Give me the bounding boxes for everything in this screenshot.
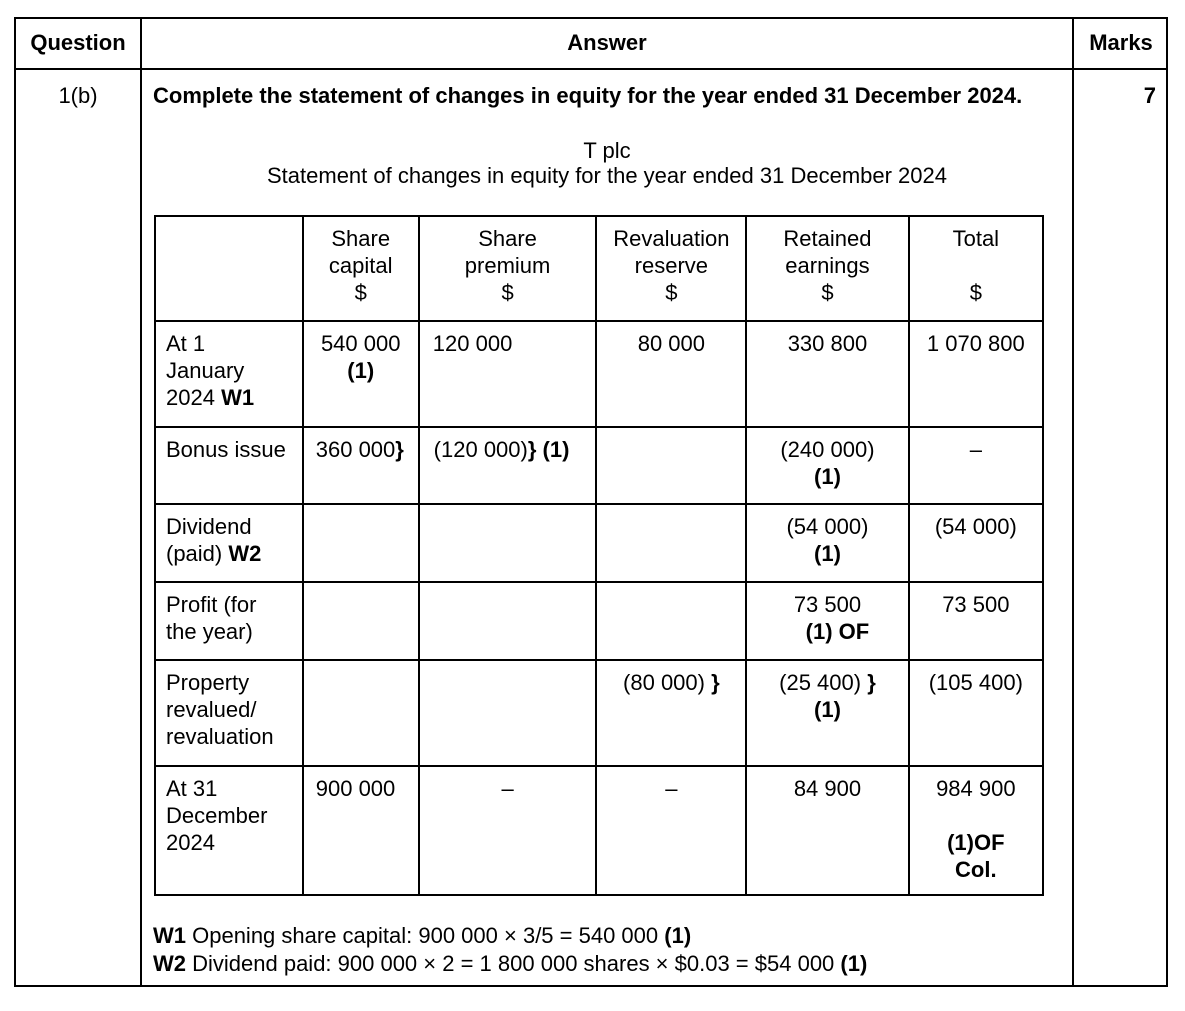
cell-value: –: [501, 776, 514, 801]
cell-dividend-total: [909, 504, 1043, 582]
col-revaluation-reserve: [596, 216, 746, 321]
table-row-closing: [155, 766, 1043, 895]
cell-revaluation-share-capital: [303, 660, 419, 766]
cell-value: 73 500: [793, 592, 862, 617]
row-label-closing: [155, 766, 303, 895]
brace: }: [395, 437, 404, 462]
col-label: capital: [328, 253, 393, 278]
row-label-opening: [155, 321, 303, 427]
label-text: (paid): [166, 541, 229, 566]
cell-value: 900 000: [315, 776, 396, 801]
mark-indicator: (1): [814, 464, 841, 489]
col-label: Total: [952, 226, 1000, 251]
col-unit: $: [665, 280, 678, 305]
col-retained-earnings: [746, 216, 908, 321]
col-label: Share: [478, 226, 537, 251]
col-label: reserve: [634, 253, 709, 278]
col-unit: $: [969, 280, 982, 305]
cell-value: 1 070 800: [926, 331, 1025, 356]
mark-indicator: (1)OF: [947, 830, 1005, 855]
cell-value: 360 000: [315, 437, 396, 462]
col-unit: $: [821, 280, 834, 305]
company-name: T plc: [583, 138, 631, 163]
cell-opening-revaluation: [596, 321, 746, 427]
mark-indicator: (1): [814, 541, 841, 566]
row-label-profit: [155, 582, 303, 660]
col-share-capital: [303, 216, 419, 321]
cell-opening-total: [909, 321, 1043, 427]
cell-value: –: [969, 437, 982, 462]
row-label-line: January: [166, 358, 245, 383]
working-ref: W1: [153, 923, 186, 948]
mark-indicator: (1) OF: [805, 619, 870, 644]
header-blank-cell: [155, 216, 303, 321]
working-w1: [153, 922, 691, 950]
mark-indicator: (1): [347, 358, 375, 383]
header-question: Question: [30, 30, 126, 55]
col-total: [909, 216, 1043, 321]
cell-value: (120 000): [433, 437, 528, 462]
cell-revaluation-share-premium: [419, 660, 597, 766]
question-instruction: Complete the statement of changes in equity for the year ended 31 December 2024.: [153, 83, 1023, 108]
row-label-line: [166, 384, 294, 411]
brace: }: [711, 670, 720, 695]
row-label-line: Property: [166, 670, 250, 695]
label-text: Bonus issue: [166, 437, 286, 462]
row-label-line: 2024: [166, 830, 215, 855]
column-divider-marks: [1072, 19, 1074, 985]
row-label-line: Dividend: [166, 514, 252, 539]
cell-profit-revaluation: [596, 582, 746, 660]
cell-closing-total: [909, 766, 1043, 895]
cell-value: (25 400): [779, 670, 868, 695]
cell-dividend-revaluation: [596, 504, 746, 582]
row-label-line: At 1: [166, 331, 206, 356]
header-marks: Marks: [1089, 30, 1153, 55]
mark-indicator: } (1): [527, 437, 570, 462]
col-label: Retained: [783, 226, 872, 251]
brace: }: [867, 670, 876, 695]
cell-opening-retained: [746, 321, 908, 427]
row-label-line: Profit (for: [166, 592, 257, 617]
row-label-line: the year): [166, 619, 253, 644]
cell-value: 73 500: [942, 592, 1010, 617]
cell-revaluation-total: [909, 660, 1043, 766]
cell-closing-retained: [746, 766, 908, 895]
table-header-row: [155, 216, 1043, 321]
table-row-revaluation: [155, 660, 1043, 766]
cell-bonus-total: [909, 427, 1043, 504]
row-label-dividend: [155, 504, 303, 582]
cell-profit-total: [909, 582, 1043, 660]
table-row-opening: [155, 321, 1043, 427]
col-unit: $: [501, 280, 514, 305]
cell-value: (54 000): [934, 514, 1017, 539]
cell-bonus-share-premium: [419, 427, 597, 504]
cell-value: (105 400): [928, 670, 1023, 695]
cell-dividend-retained: [746, 504, 908, 582]
cell-bonus-share-capital: [303, 427, 419, 504]
col-unit: $: [354, 280, 367, 305]
row-label-bonus: [155, 427, 303, 504]
cell-profit-share-premium: [419, 582, 597, 660]
cell-value: 80 000: [637, 331, 705, 356]
cell-value: 540 000: [320, 331, 401, 356]
col-share-premium: [419, 216, 597, 321]
marks-value: 7: [1143, 83, 1156, 108]
col-label: Revaluation: [613, 226, 730, 251]
working-ref: W2: [153, 951, 186, 976]
row-label-revaluation: [155, 660, 303, 766]
cell-value: 330 800: [787, 331, 868, 356]
cell-closing-share-premium: [419, 766, 597, 895]
col-label: Share: [331, 226, 391, 251]
cell-profit-share-capital: [303, 582, 419, 660]
row-label-line: At 31: [166, 776, 218, 801]
mark-indicator: (1): [814, 697, 841, 722]
cell-value: (240 000): [780, 437, 875, 462]
mark-indicator: (1): [840, 951, 868, 976]
row-label-line: December: [166, 803, 268, 828]
mark-indicator: Col.: [955, 857, 997, 882]
cell-value: 120 000: [432, 331, 513, 356]
cell-value: (80 000): [623, 670, 712, 695]
col-label: premium: [464, 253, 551, 278]
label-text: 2024: [166, 385, 222, 410]
cell-closing-share-capital: [303, 766, 419, 895]
row-label-line: revaluation: [166, 724, 274, 749]
col-label: earnings: [785, 253, 870, 278]
cell-value: (54 000): [786, 514, 869, 539]
working-ref: W2: [228, 541, 262, 566]
mark-scheme-frame: [14, 17, 1168, 987]
row-label-line: [166, 540, 294, 567]
cell-opening-share-capital: [303, 321, 419, 427]
cell-bonus-retained: [746, 427, 908, 504]
mark-indicator: (1): [664, 923, 692, 948]
cell-value: –: [665, 776, 678, 801]
cell-dividend-share-capital: [303, 504, 419, 582]
cell-value: 84 900: [793, 776, 862, 801]
working-ref: W1: [221, 385, 255, 410]
cell-profit-retained: [746, 582, 908, 660]
equity-statement-table: [154, 215, 1044, 896]
working-w2: [153, 950, 867, 978]
working-text: Dividend paid: 900 000 × 2 = 1 800 000 shares × $0.03 = $54 000: [186, 951, 841, 976]
table-row-dividend: [155, 504, 1043, 582]
cell-closing-revaluation: [596, 766, 746, 895]
statement-title: Statement of changes in equity for the year ended 31 December 2024: [267, 163, 947, 188]
cell-opening-share-premium: [419, 321, 597, 427]
working-text: Opening share capital: 900 000 × 3/5 = 540 000: [186, 923, 665, 948]
cell-dividend-share-premium: [419, 504, 597, 582]
table-row-profit: [155, 582, 1043, 660]
col-label: [918, 252, 1034, 279]
header-answer: Answer: [567, 30, 647, 55]
question-number: 1(b): [58, 83, 98, 108]
cell-revaluation-retained: [746, 660, 908, 766]
cell-value: 984 900: [936, 776, 1016, 801]
cell-bonus-revaluation: [596, 427, 746, 504]
cell-revaluation-reserve: [596, 660, 746, 766]
row-label-line: revalued/: [166, 697, 257, 722]
table-row-bonus: [155, 427, 1043, 504]
